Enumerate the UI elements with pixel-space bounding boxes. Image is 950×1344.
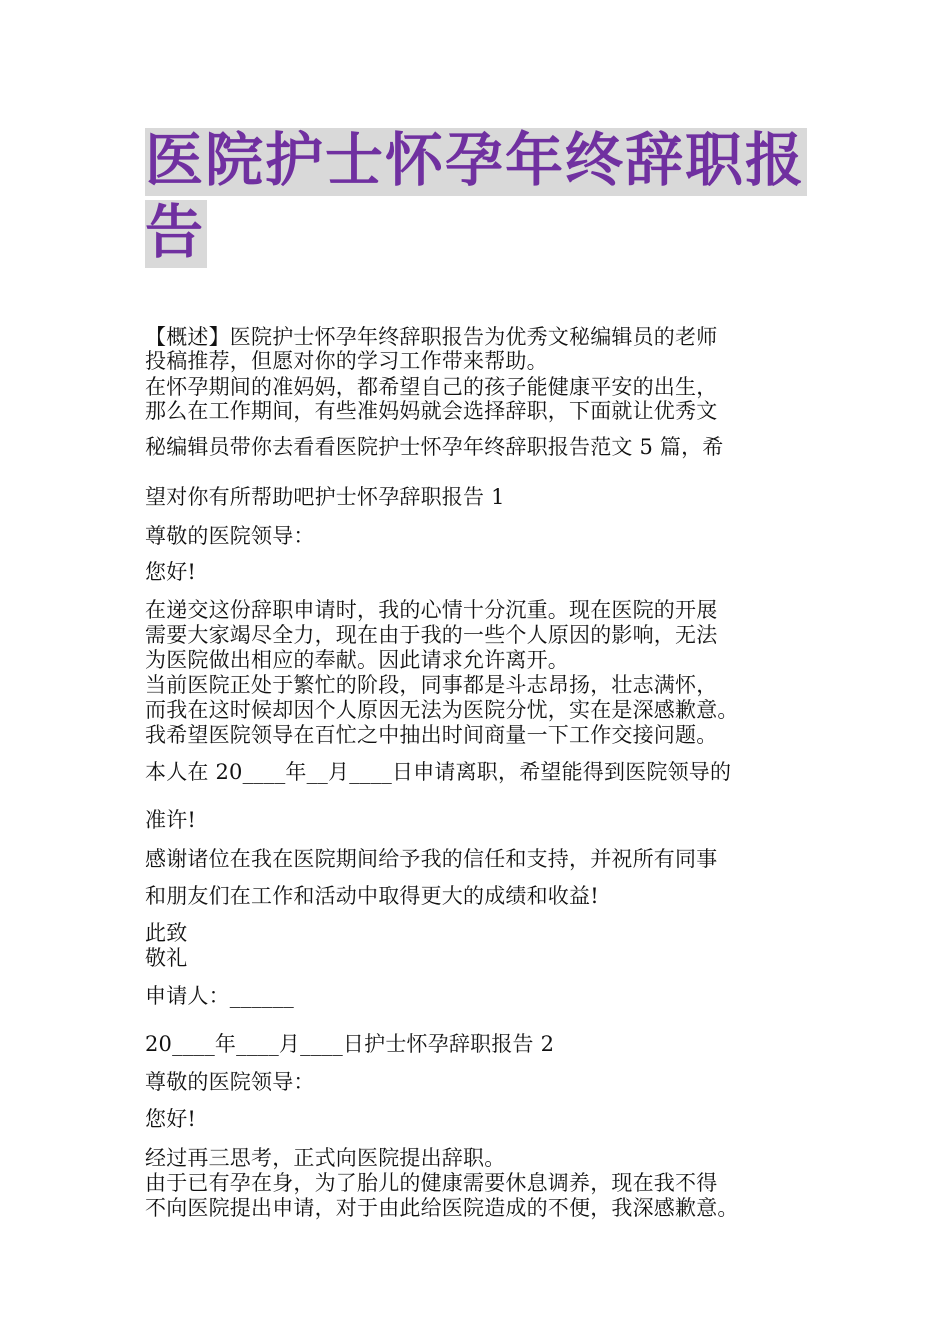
paragraph-line: 不向医院提出申请，对于由此给医院造成的不便，我深感歉意。 <box>145 1196 739 1220</box>
paragraph-line: 在递交这份辞职申请时，我的心情十分沉重。现在医院的开展 <box>145 598 718 622</box>
greeting: 您好! <box>145 1107 197 1131</box>
paragraph-line: 在怀孕期间的准妈妈，都希望自己的孩子能健康平安的出生， <box>145 375 718 399</box>
paragraph-line: 而我在这时候却因个人原因无法为医院分忧，实在是深感歉意。 <box>145 698 739 722</box>
paragraph-line: 本人在 20____年__月____日申请离职，希望能得到医院领导的 <box>145 760 732 784</box>
paragraph-line: 由于已有孕在身，为了胎儿的健康需要休息调养，现在我不得 <box>145 1171 718 1195</box>
paragraph-line: 我希望医院领导在百忙之中抽出时间商量一下工作交接问题。 <box>145 723 718 747</box>
paragraph-line: 那么在工作期间，有些准妈妈就会选择辞职，下面就让优秀文 <box>145 399 718 423</box>
salutation: 尊敬的医院领导： <box>145 1070 315 1094</box>
document-title-line-2: 告 <box>145 198 206 266</box>
greeting: 您好! <box>145 560 197 584</box>
date-line: 20____年____月____日护士怀孕辞职报告 2 <box>145 1032 555 1056</box>
paragraph-line: 投稿推荐，但愿对你的学习工作带来帮助。 <box>145 349 548 373</box>
paragraph-line: 和朋友们在工作和活动中取得更大的成绩和收益! <box>145 884 599 908</box>
paragraph-line: 秘编辑员带你去看看医院护士怀孕年终辞职报告范文 5 篇，希 <box>145 435 724 459</box>
paragraph-line: 准许! <box>145 808 197 832</box>
paragraph-line: 当前医院正处于繁忙的阶段，同事都是斗志昂扬，壮志满怀， <box>145 673 718 697</box>
paragraph-line: 为医院做出相应的奉献。因此请求允许离开。 <box>145 648 569 672</box>
document-title-line-1: 医院护士怀孕年终辞职报 <box>145 126 806 194</box>
salutation: 尊敬的医院领导： <box>145 524 315 548</box>
paragraph-line: 望对你有所帮助吧护士怀孕辞职报告 1 <box>145 485 505 509</box>
paragraph-line: 【概述】医院护士怀孕年终辞职报告为优秀文秘编辑员的老师 <box>145 325 718 349</box>
closing-line: 敬礼 <box>145 946 188 970</box>
paragraph-line: 感谢诸位在我在医院期间给予我的信任和支持，并祝所有同事 <box>145 847 718 871</box>
paragraph-line: 需要大家竭尽全力，现在由于我的一些个人原因的影响，无法 <box>145 623 718 647</box>
applicant-line: 申请人：______ <box>145 984 294 1008</box>
paragraph-line: 经过再三思考，正式向医院提出辞职。 <box>145 1146 506 1170</box>
closing-line: 此致 <box>145 921 188 945</box>
